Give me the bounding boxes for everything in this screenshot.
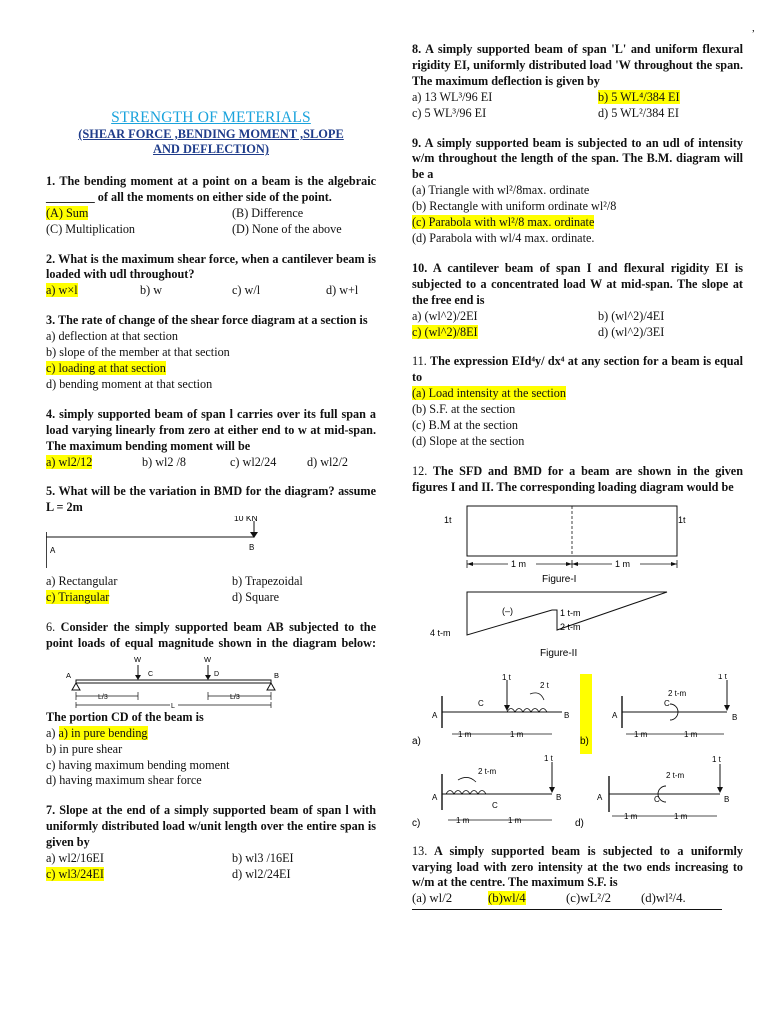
- q4-option-d: d) wl2/2: [307, 454, 348, 469]
- opt-a-b: B: [564, 710, 570, 720]
- support-b-label: B: [274, 670, 280, 680]
- q7-option-d: d) wl2/24EI: [232, 867, 291, 881]
- opt-a-dim-2: 1 m: [510, 729, 524, 739]
- q4-option-b: b) wl2 /8: [142, 454, 187, 469]
- opt-d-b: B: [724, 794, 730, 804]
- question-1-text: 1. The bending moment at a point on a beam is the algebraic ________ of all the moments on either side of the point.: [46, 173, 376, 204]
- q6-option-a: a) in pure bending: [58, 725, 148, 740]
- opt-b-dim-2: 1 m: [684, 729, 698, 739]
- loading-option-b-label: b): [580, 735, 589, 747]
- sfd-bmd-figures: [412, 502, 743, 674]
- question-2: [46, 252, 376, 300]
- opt-a-c: C: [478, 698, 484, 708]
- q1-option-b: (B) Difference: [232, 205, 304, 220]
- q5-option-a: a) Rectangular: [46, 574, 118, 589]
- question-3-text: 3. The rate of change of the shear force diagram at a section is: [46, 313, 368, 328]
- opt-c-c: C: [492, 800, 498, 810]
- loading-option-c-label: c): [412, 817, 421, 829]
- q9-option-d: (d) Parabola with wl/4 max. ordinate.: [412, 230, 595, 245]
- q5-option-d: d) Square: [232, 590, 280, 605]
- loading-options-c-d: [412, 754, 743, 834]
- sfd-dim-2: 1 m: [615, 558, 631, 569]
- opt-b-c: C: [664, 698, 670, 708]
- support-a-label: A: [50, 546, 56, 556]
- right-column: [412, 42, 743, 924]
- q1-option-c: (C) Multiplication: [46, 221, 136, 236]
- opt-d-a: A: [597, 792, 603, 802]
- bmd-sign: (–): [502, 605, 513, 616]
- q6-option-d: d) having maximum shear force: [46, 773, 202, 788]
- page-mark: ,: [752, 22, 755, 34]
- q4-option-c: c) wl2/24: [230, 454, 277, 469]
- q9-option-a: (a) Triangle with wl²/8max. ordinate: [412, 183, 590, 198]
- opt-a-moment: 2 t: [540, 680, 549, 690]
- opt-d-dim-2: 1 m: [674, 811, 688, 821]
- q8-option-b: b) 5 WL⁴/384 EI: [598, 89, 680, 104]
- document-title: STRENGTH OF METERIALS: [111, 109, 311, 126]
- question-2-text: 2. What is the maximum shear force, when a cantilever beam is loaded with udl throughout?: [46, 251, 376, 282]
- opt-a-dim-1: 1 m: [458, 729, 472, 739]
- question-3: [46, 313, 376, 393]
- question-12-text: 12. The SFD and BMD for a beam are shown in the given figures I and II. The corresponding loading diagram would be: [412, 463, 743, 494]
- load-w2-label: W: [204, 654, 212, 664]
- question-4: [46, 407, 376, 471]
- question-6: 6. Consider the simply supported beam AB subjected to the point loads of equal magnitude shown in the diagram below: W W C D A B L/3 L/3 L The portion CD of the beam is a) a) in pure bending b) in pure shear c) having maximum bending moment d) having maximum shear force: [46, 620, 376, 788]
- q8-option-d: d) 5 WL²/384 EI: [598, 105, 679, 120]
- support-a-label: A: [66, 670, 72, 680]
- question-4-text: 4. simply supported beam of span l carries over its full span a load varying linearly from zero at either end to w at mid-span. The maximum bending moment will be: [46, 406, 376, 453]
- q13-option-b: (b)wl/4: [488, 891, 526, 906]
- cantilever-figure: [46, 516, 376, 574]
- question-11-text: 11. The expression EId⁴y/ dx⁴ at any section for a beam is equal to: [412, 354, 743, 385]
- document-subtitle: [46, 127, 376, 158]
- question-9: [412, 136, 743, 247]
- figure-i-caption: Figure-I: [542, 573, 577, 585]
- load-label: 10 KN: [234, 516, 258, 524]
- opt-c-moment: 2 t-m: [478, 766, 497, 776]
- opt-c-dim-1: 1 m: [456, 815, 470, 825]
- opt-d-c: C: [654, 794, 660, 804]
- q3-option-d: d) bending moment at that section: [46, 376, 213, 391]
- left-column: [46, 110, 376, 897]
- opt-b-a: A: [612, 710, 618, 720]
- question-12: [412, 464, 743, 834]
- sfd-right-label: 1t: [678, 514, 686, 525]
- opt-c-dim-2: 1 m: [508, 815, 522, 825]
- q3-option-a: a) deflection at that section: [46, 329, 178, 344]
- subtitle-line-2: AND DEFLECTION): [153, 142, 269, 157]
- opt-c-a: A: [432, 792, 438, 802]
- sfd-dim-1: 1 m: [511, 558, 527, 569]
- load-w1-label: W: [134, 654, 142, 664]
- question-9-text: 9. A simply supported beam is subjected to an udl of intensity w/m throughout the length of the span. The B.M. diagram will be a: [412, 135, 743, 182]
- q13-option-a: (a) wl/2: [412, 891, 453, 906]
- bmd-value-2: 2 t-m: [560, 621, 581, 632]
- loading-option-a-label: a): [412, 735, 421, 747]
- figure-ii-caption: Figure-II: [540, 647, 578, 659]
- opt-b-moment: 2 t-m: [668, 688, 687, 698]
- q10-option-b: b) (wl^2)/4EI: [598, 308, 665, 323]
- q6-option-b: b) in pure shear: [46, 741, 123, 756]
- q4-option-a: a) wl2/12: [46, 454, 93, 469]
- question-8: [412, 42, 743, 122]
- q11-option-b: (b) S.F. at the section: [412, 402, 516, 417]
- q7-option-b: b) wl3 /16EI: [232, 851, 294, 866]
- q11-option-d: (d) Slope at the section: [412, 433, 525, 448]
- opt-d-moment: 2 t-m: [666, 770, 685, 780]
- loading-options-a-b: [412, 674, 743, 754]
- question-1: [46, 174, 376, 238]
- q2-option-a: a) w×l: [46, 283, 78, 298]
- q8-option-c: c) 5 WL³/96 EI: [412, 105, 487, 120]
- question-5-text: 5. What will be the variation in BMD for the diagram? assume L = 2m: [46, 484, 376, 515]
- q7-option-a: a) wl2/16EI: [46, 851, 104, 866]
- q13-option-c: (c)wL²/2: [566, 891, 612, 906]
- opt-b-b: B: [732, 712, 738, 722]
- opt-d-dim-1: 1 m: [624, 811, 638, 821]
- q5-option-b: b) Trapezoidal: [232, 574, 303, 589]
- bmd-left-label: 4 t-m: [430, 627, 451, 638]
- q3-option-b: b) slope of the member at that section: [46, 345, 230, 360]
- question-8-text: 8. A simply supported beam of span 'L' and uniform flexural rigidity EI, uniformly distributed load 'W throughout the span. The maximum deflection is given by: [412, 42, 743, 88]
- end-b-label: B: [249, 543, 255, 553]
- question-10-text: 10. A cantilever beam of span I and flexural rigidity EI is subjected to a concentrated load W at mid-span. The slope at the free end is: [412, 260, 743, 307]
- q2-option-d: d) w+l: [326, 283, 359, 298]
- question-13: [412, 844, 743, 911]
- q1-option-a: (A) Sum: [46, 205, 89, 220]
- opt-c-b: B: [556, 792, 562, 802]
- dim-l: L: [171, 702, 175, 710]
- question-13-text: 13. A simply supported beam is subjected to a uniformly varying load with zero intensity at the two ends increasing to w/m at the centre. The maximum S.F. is: [412, 843, 743, 890]
- q2-option-c: c) w/l: [232, 283, 261, 298]
- question-5: [46, 484, 376, 606]
- dim-l3-left: L/3: [98, 693, 108, 701]
- opt-b-load: 1 t: [718, 673, 727, 681]
- question-6-follow: The portion CD of the beam is: [46, 709, 204, 724]
- q9-option-b: (b) Rectangle with uniform ordinate wl²/8: [412, 199, 617, 214]
- q11-option-a: (a) Load intensity at the section: [412, 386, 566, 401]
- subtitle-line-1: (SHEAR FORCE ,BENDING MOMENT ,SLOPE: [78, 126, 344, 141]
- q10-option-c: c) (wl^2)/8EI: [412, 324, 478, 339]
- q5-option-c: c) Triangular: [46, 590, 110, 605]
- q6-option-c: c) having maximum bending moment: [46, 757, 230, 772]
- opt-b-dim-1: 1 m: [634, 729, 648, 739]
- opt-a-load: 1 t: [502, 673, 511, 682]
- opt-d-load: 1 t: [712, 754, 721, 764]
- point-c-label: C: [148, 670, 154, 678]
- q13-option-d: (d)wl²/4.: [641, 891, 686, 906]
- q1-option-d: (D) None of the above: [232, 221, 342, 236]
- simply-supported-beam-figure: [46, 652, 376, 710]
- opt-a-a: A: [432, 710, 438, 720]
- q10-option-a: a) (wl^2)/2EI: [412, 308, 478, 323]
- opt-c-load: 1 t: [544, 753, 553, 763]
- q7-option-c: c) wl3/24EI: [46, 867, 104, 881]
- q10-option-d: d) (wl^2)/3EI: [598, 324, 665, 339]
- dim-l3-right: L/3: [230, 693, 240, 701]
- q11-option-c: (c) B.M at the section: [412, 418, 518, 433]
- sfd-left-label: 1t: [444, 514, 452, 525]
- bmd-value-1: 1 t-m: [560, 607, 581, 618]
- point-d-label: D: [214, 670, 220, 678]
- q9-option-c: (c) Parabola with wl²/8 max. ordinate: [412, 215, 595, 230]
- q3-option-c: c) loading at that section: [46, 360, 166, 375]
- question-7-text: 7. Slope at the end of a simply supported beam of span l with uniformly distributed load w/unit length over the entire span is given by: [46, 803, 376, 850]
- q2-option-b: b) w: [140, 283, 163, 298]
- q8-option-a: a) 13 WL³/96 EI: [412, 89, 493, 104]
- loading-option-d-label: d): [575, 817, 584, 829]
- question-7: [46, 803, 376, 883]
- question-11: [412, 354, 743, 449]
- question-10: [412, 261, 743, 341]
- question-6-text: 6. Consider the simply supported beam AB subjected to the point loads of equal magnitude shown in the diagram below:: [46, 620, 376, 650]
